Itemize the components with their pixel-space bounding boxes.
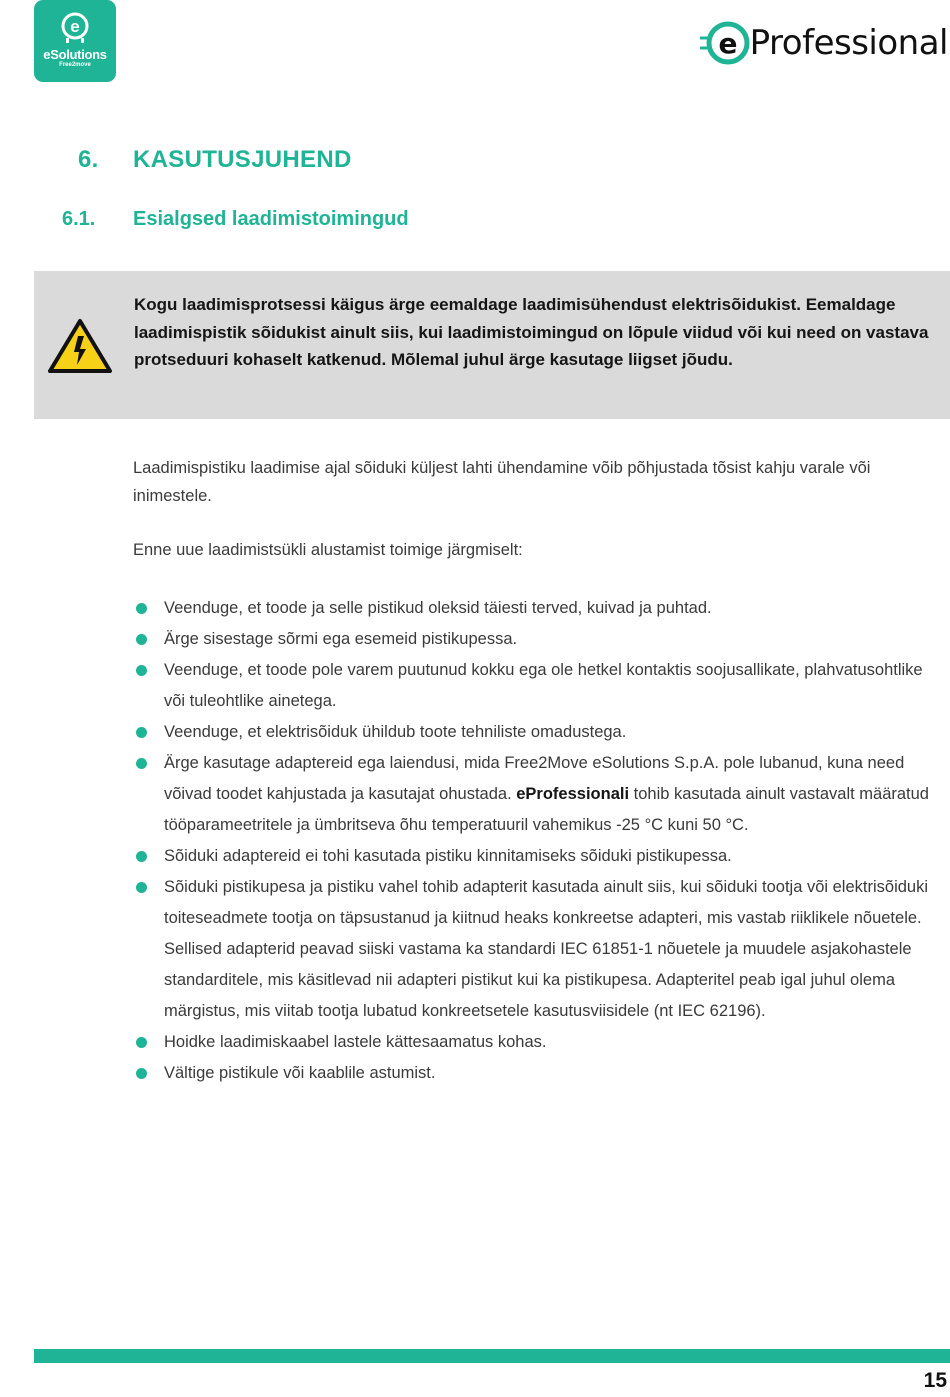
section-title: KASUTUSJUHEND xyxy=(133,146,352,173)
list-item: Sõiduki adaptereid ei tohi kasutada pistiku kinnitamiseks sõiduki pistikupessa. xyxy=(133,841,941,872)
eprofessional-wordmark: Professional xyxy=(749,23,948,63)
section-heading xyxy=(78,146,352,174)
bullet-dot xyxy=(136,727,147,738)
esolutions-logo xyxy=(34,0,116,82)
bullet-dot xyxy=(136,665,147,676)
paragraph-damage-warning: Laadimispistiku laadimise ajal sõiduki küljest lahti ühendamine võib põhjustada tõsist kahju varale või inimestele. xyxy=(133,459,871,505)
subsection-number: 6.1. xyxy=(62,208,96,230)
bullet-dot xyxy=(136,603,147,614)
warning-box xyxy=(34,271,950,419)
electric-hazard-icon xyxy=(47,318,113,374)
list-item: Vältige pistikule või kaablile astumist. xyxy=(133,1058,941,1089)
svg-text:e: e xyxy=(70,17,80,36)
subsection-heading xyxy=(62,208,409,231)
warning-text: Kogu laadimisprotsessi käigus ärge eemaldage laadimisühendust elektrisõidukist. Eemaldage laadimispistik sõidukist ainult siis, kui laadimistoimingud on lõpule viidud või kui need on vastava protseduuri kohaselt katkenud. Mõlemal juhul ärge kasutage liigset jõudu. xyxy=(134,295,929,369)
list-item: Veenduge, et toode ja selle pistikud oleksid täiesti terved, kuivad ja puhtad. xyxy=(133,593,941,624)
list-item: Sõiduki pistikupesa ja pistiku vahel tohib adapterit kasutada ainult siis, kui sõiduki tootja või elektrisõiduki toiteseadmete tootja on täpsustanud ja kiitnud heaks konkreetse adapteri, mis vastab riiklikele nõuetele. Sellised adapterid peavad siiski vastama ka standardi IEC 61851-1 nõuetele ja muudele asjakohastele standarditele, mis käsitlevad nii adapteri pistikut kui ka pistikupesa. Adapteritel peab igal juhul olema märgistus, mis viitab tootja lubatud konkreetsetele kasutusviisidele (nt IEC 62196). xyxy=(133,872,941,1027)
bullet-dot xyxy=(136,758,147,769)
list-item: Hoidke laadimiskaabel lastele kättesaamatus kohas. xyxy=(133,1027,941,1058)
precaution-list xyxy=(133,593,941,1089)
esolutions-brand-text: eSolutions xyxy=(43,47,107,62)
bullet-dot xyxy=(136,851,147,862)
bullet-dot xyxy=(136,882,147,893)
subsection-title: Esialgsed laadimistoimingud xyxy=(133,208,409,230)
svg-text:e: e xyxy=(718,27,738,60)
eprofessional-logo xyxy=(700,18,948,68)
bullet-dot xyxy=(136,1068,147,1079)
free2move-text: Free2move xyxy=(59,62,91,68)
list-item: Ärge kasutage adaptereid ega laiendusi, mida Free2Move eSolutions S.p.A. pole lubanud, kuna need võivad toodet kahjustada ja kasutajat ohustada. eProfessionali tohib kasutada ainult vastavalt määratud tööparameetritele ja ümbritseva õhu temperatuuril vahemikus -25 °C kuni 50 °C. xyxy=(133,748,941,841)
product-name-bold: eProfessionali xyxy=(516,785,630,803)
list-item: Ärge sisestage sõrmi ega esemeid pistikupessa. xyxy=(133,624,941,655)
section-number: 6. xyxy=(78,146,99,173)
list-item: Veenduge, et elektrisõiduk ühildub toote tehniliste omadustega. xyxy=(133,717,941,748)
list-item: Veenduge, et toode pole varem puutunud kokku ega ole hetkel kontaktis soojusallikate, plahvatusohtlike või tuleohtlike ainetega. xyxy=(133,655,941,717)
page-number: 15 xyxy=(923,1369,947,1392)
bullet-dot xyxy=(136,634,147,645)
plug-e-icon xyxy=(700,18,750,68)
plug-e-icon xyxy=(61,12,89,44)
footer-bar xyxy=(34,1349,950,1363)
bullet-dot xyxy=(136,1037,147,1048)
paragraph-intro: Enne uue laadimistsükli alustamist toimige järgmiselt: xyxy=(133,541,523,559)
